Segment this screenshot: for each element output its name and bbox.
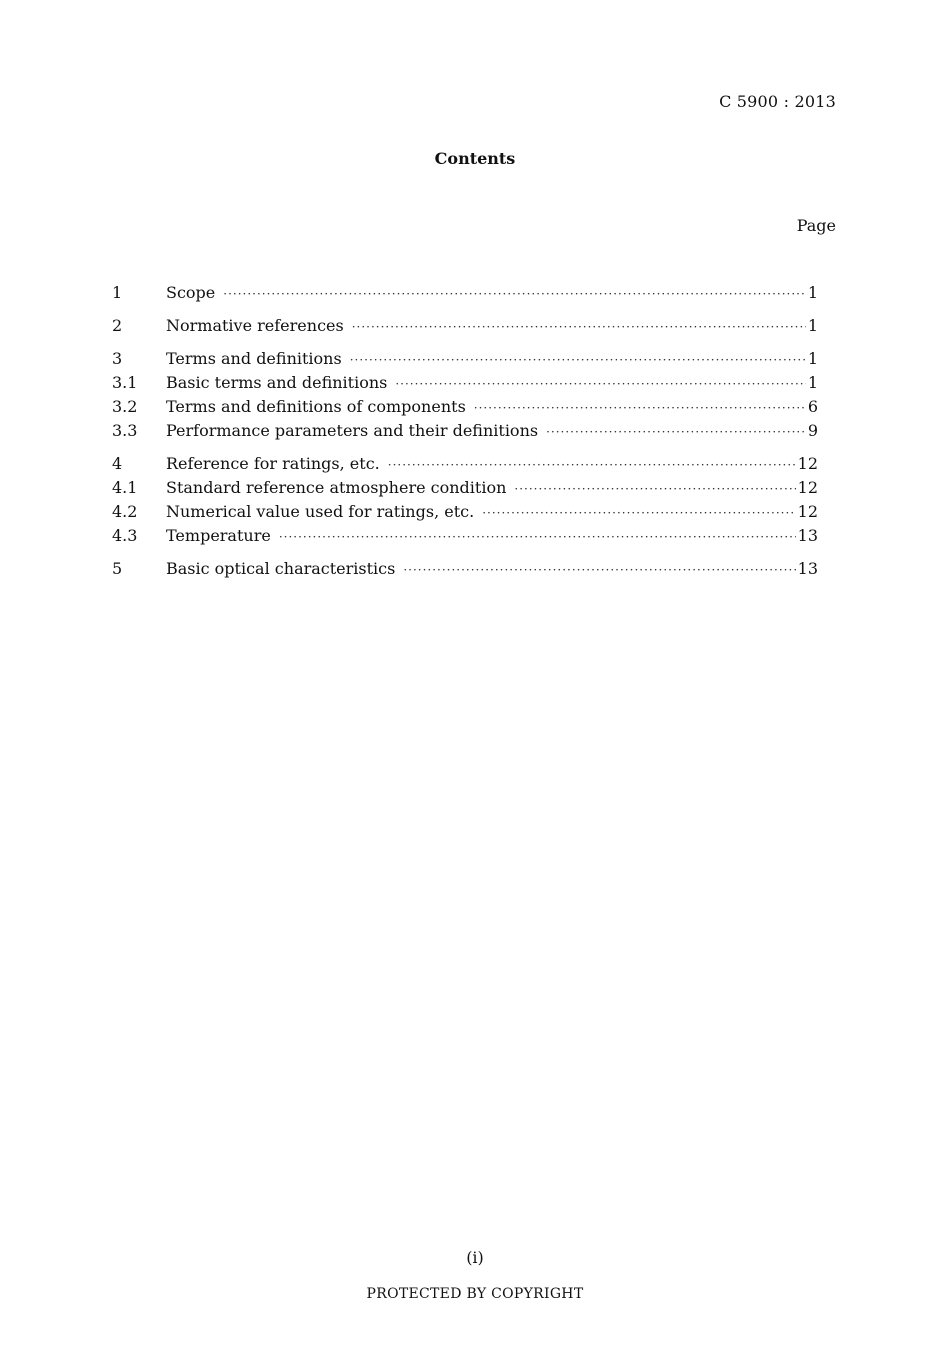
dot-leader <box>474 397 806 419</box>
toc-section-number: 3.1 <box>112 373 138 392</box>
toc-section-title: Terms and definitions of components <box>166 397 466 416</box>
toc-page-number: 1 <box>807 283 818 302</box>
toc-page-number: 12 <box>797 454 818 473</box>
toc-section-title: Numerical value used for ratings, etc. <box>166 502 475 521</box>
toc-section-number: 4.1 <box>112 478 138 497</box>
toc-page-number: 1 <box>807 349 818 368</box>
dot-leader <box>352 316 806 338</box>
toc-section-title: Basic optical characteristics <box>166 559 396 578</box>
toc-entry-3[interactable] <box>112 348 818 372</box>
toc-section-number: 3.3 <box>112 421 138 440</box>
toc-entry-1[interactable] <box>112 282 818 306</box>
toc-section-number: 3 <box>112 349 123 368</box>
toc-section-number: 4.3 <box>112 526 138 545</box>
toc-section-title: Terms and definitions <box>166 349 342 368</box>
toc-section-title: Performance parameters and their definitions <box>166 421 539 440</box>
dot-leader <box>546 421 806 443</box>
toc-section-title: Normative references <box>166 316 344 335</box>
toc-entry-3-3[interactable] <box>112 420 818 444</box>
dot-leader <box>388 454 796 476</box>
toc-page-number: 9 <box>807 421 818 440</box>
toc-section-title: Temperature <box>166 526 271 545</box>
dot-leader <box>223 283 806 305</box>
toc-entry-4-3[interactable] <box>112 525 818 549</box>
page-column-heading: Page <box>796 216 836 235</box>
toc-section-title: Scope <box>166 283 216 302</box>
toc-page-number: 1 <box>807 373 818 392</box>
toc-page-number: 1 <box>807 316 818 335</box>
toc-entry-5[interactable] <box>112 558 818 582</box>
toc-entry-4-1[interactable] <box>112 477 818 501</box>
toc-entry-2[interactable] <box>112 315 818 339</box>
toc-page-number: 13 <box>797 559 818 578</box>
toc-section-number: 2 <box>112 316 123 335</box>
dot-leader <box>482 502 795 524</box>
toc-section-number: 1 <box>112 283 123 302</box>
page-number: (i) <box>466 1248 484 1267</box>
dot-leader <box>279 526 796 548</box>
contents-title: Contents <box>434 149 516 168</box>
toc-entry-4[interactable] <box>112 453 818 477</box>
toc-page-number: 13 <box>797 526 818 545</box>
dot-leader <box>395 373 805 395</box>
toc-section-number: 4.2 <box>112 502 138 521</box>
toc-section-title: Reference for ratings, etc. <box>166 454 380 473</box>
toc-entry-3-1[interactable] <box>112 372 818 396</box>
toc-page-number: 6 <box>807 397 818 416</box>
copyright-notice: PROTECTED BY COPYRIGHT <box>366 1286 584 1302</box>
toc-section-number: 3.2 <box>112 397 138 416</box>
toc-entry-4-2[interactable] <box>112 501 818 525</box>
toc-section-title: Basic terms and definitions <box>166 373 388 392</box>
toc-section-number: 4 <box>112 454 123 473</box>
dot-leader <box>514 478 795 500</box>
toc-page-number: 12 <box>797 478 818 497</box>
toc-section-title: Standard reference atmosphere condition <box>166 478 507 497</box>
table-of-contents <box>112 282 818 582</box>
dot-leader <box>403 559 795 581</box>
toc-entry-3-2[interactable] <box>112 396 818 420</box>
toc-page-number: 12 <box>797 502 818 521</box>
document-id: C 5900 : 2013 <box>719 92 836 111</box>
dot-leader <box>350 349 806 371</box>
toc-section-number: 5 <box>112 559 123 578</box>
